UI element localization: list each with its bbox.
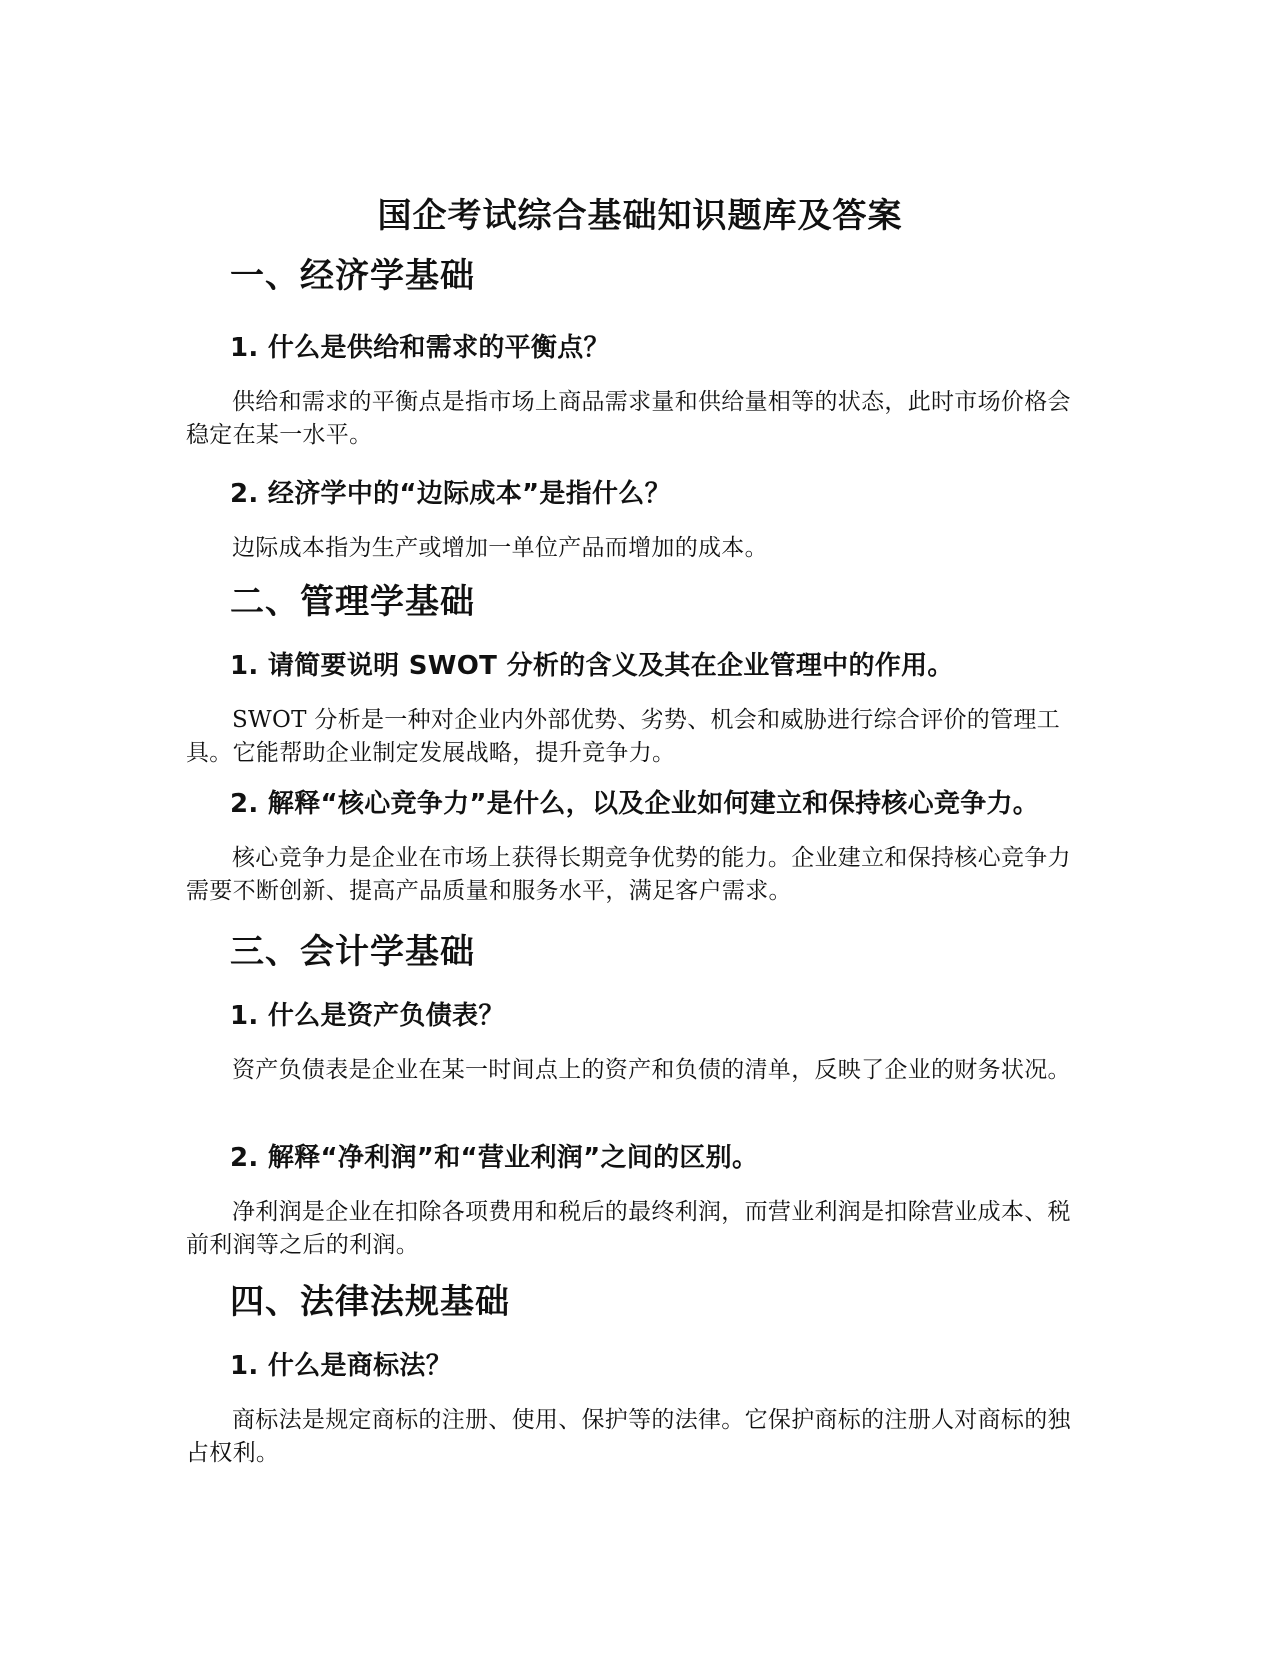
question-marginal-cost: 2. 经济学中的“边际成本”是指什么？ — [230, 479, 671, 509]
answer-text: 净利润是企业在扣除各项费用和税后的最终利润，而营业利润是扣除营业成本、税前利润等之后的利润。 — [186, 1199, 1071, 1259]
answer-text: 边际成本指为生产或增加一单位产品而增加的成本。 — [232, 535, 768, 561]
answer-core-competitiveness — [186, 842, 1086, 909]
answer-trademark-law — [186, 1404, 1086, 1471]
section-title-accounting: 三、会计学基础 — [230, 932, 475, 972]
answer-text: 核心竞争力是企业在市场上获得长期竞争优势的能力。企业建立和保持核心竞争力需要不断创新、提高产品质量和服务水平，满足客户需求。 — [186, 845, 1071, 905]
answer-swot — [186, 704, 1086, 771]
document-title: 国企考试综合基础知识题库及答案 — [377, 196, 903, 236]
answer-net-profit-operating-profit — [186, 1196, 1086, 1263]
question-trademark-law: 1. 什么是商标法？ — [230, 1351, 453, 1381]
answer-text: 资产负债表是企业在某一时间点上的资产和负债的清单，反映了企业的财务状况。 — [232, 1057, 1071, 1083]
section-title-economics: 一、经济学基础 — [230, 256, 475, 296]
answer-text: 商标法是规定商标的注册、使用、保护等的法律。它保护商标的注册人对商标的独占权利。 — [186, 1407, 1071, 1467]
question-swot: 1. 请简要说明 SWOT 分析的含义及其在企业管理中的作用。 — [230, 651, 954, 681]
answer-equilibrium-point — [186, 386, 1086, 453]
answer-text: SWOT 分析是一种对企业内外部优势、劣势、机会和威胁进行综合评价的管理工具。它能帮助企业制定发展战略，提升竞争力。 — [186, 707, 1061, 767]
answer-marginal-cost — [186, 532, 1086, 565]
question-net-profit-operating-profit: 2. 解释“净利润”和“营业利润”之间的区别。 — [230, 1143, 759, 1173]
answer-balance-sheet — [186, 1054, 1086, 1087]
question-core-competitiveness: 2. 解释“核心竞争力”是什么，以及企业如何建立和保持核心竞争力。 — [230, 789, 1040, 819]
question-balance-sheet: 1. 什么是资产负债表？ — [230, 1001, 505, 1031]
section-title-law: 四、法律法规基础 — [230, 1282, 510, 1322]
section-title-management: 二、管理学基础 — [230, 582, 475, 622]
question-equilibrium-point: 1. 什么是供给和需求的平衡点？ — [230, 333, 610, 363]
answer-text: 供给和需求的平衡点是指市场上商品需求量和供给量相等的状态，此时市场价格会稳定在某一水平。 — [186, 389, 1071, 449]
